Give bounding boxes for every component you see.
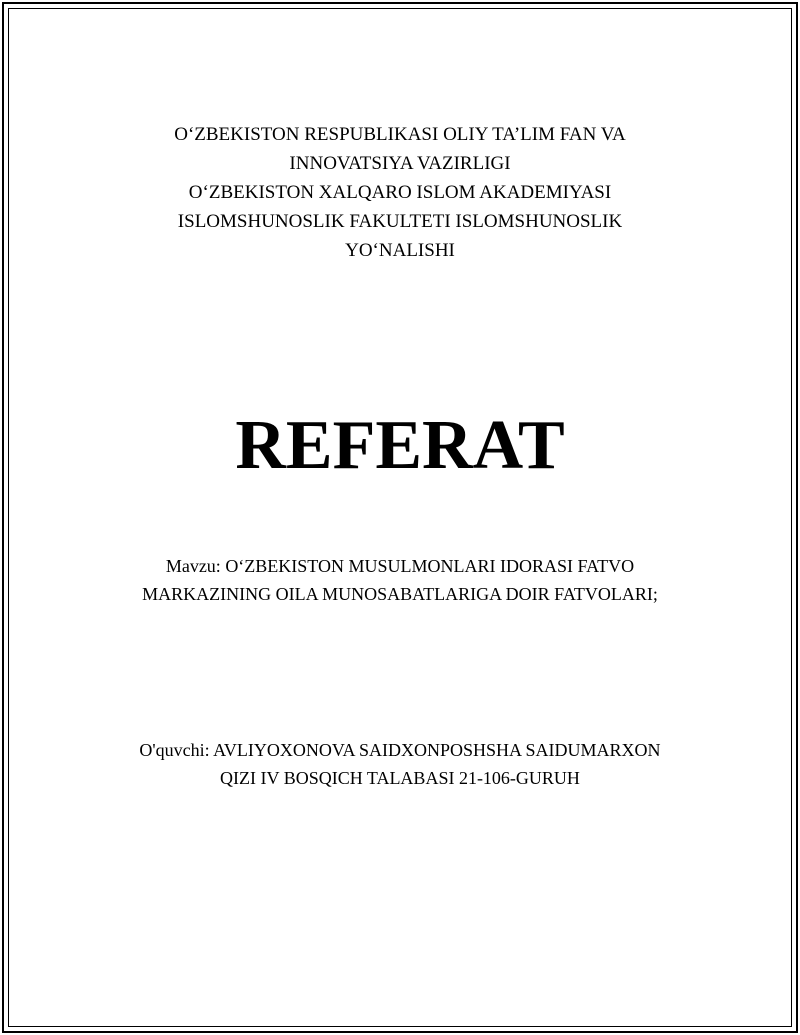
- student-line: O'quvchi: AVLIYOXONOVA SAIDXONPOSHSHA SAIDUMARXON: [139, 740, 661, 760]
- document-title: REFERAT: [235, 407, 565, 484]
- topic-block: [0, 552, 800, 608]
- header-line: INNOVATSIYA VAZIRLIGI: [289, 153, 511, 174]
- header-line: O‘ZBEKISTON RESPUBLIKASI OLIY TA’LIM FAN VA: [174, 124, 626, 145]
- topic-line: MARKAZINING OILA MUNOSABATLARIGA DOIR FATVOLARI;: [142, 584, 658, 604]
- header-line: O‘ZBEKISTON XALQARO ISLOM AKADEMIYASI: [188, 182, 612, 203]
- header-line: ISLOMSHUNOSLIK FAKULTETI ISLOMSHUNOSLIK: [177, 211, 623, 232]
- header-line: YO‘NALISHI: [345, 240, 455, 261]
- institution-header: [0, 120, 800, 265]
- student-line: QIZI IV BOSQICH TALABASI 21-106-GURUH: [220, 768, 580, 788]
- topic-line: Mavzu: O‘ZBEKISTON MUSULMONLARI IDORASI FATVO: [165, 556, 635, 576]
- student-block: [0, 736, 800, 792]
